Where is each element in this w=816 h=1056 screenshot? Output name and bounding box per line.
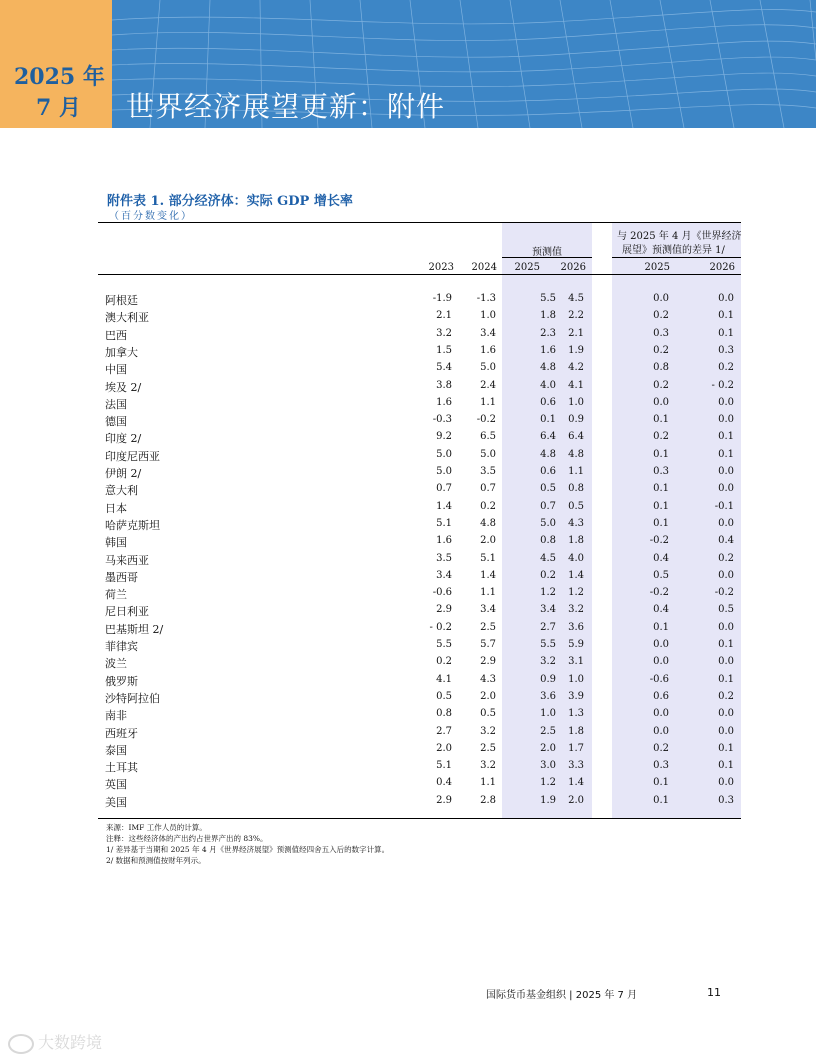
table-row <box>0 707 816 724</box>
value-cell: 0.8 <box>653 362 669 374</box>
table-notes <box>106 822 389 866</box>
table-row <box>0 413 816 430</box>
value-cell: 0.1 <box>653 621 669 633</box>
value-cell: 4.8 <box>568 448 584 460</box>
page-number: 11 <box>707 986 721 999</box>
value-cell: 1.1 <box>480 396 496 408</box>
value-cell: -0.6 <box>649 673 669 685</box>
table-row <box>0 292 816 309</box>
value-cell: -0.3 <box>432 414 452 426</box>
table-row <box>0 379 816 396</box>
date-month: 7 月 <box>36 95 81 121</box>
value-cell: 1.3 <box>568 708 584 720</box>
year-header: 2025 <box>514 262 540 273</box>
value-cell: 0.0 <box>718 725 734 737</box>
year-header: 2025 <box>644 262 670 273</box>
value-cell: 0.2 <box>718 690 734 702</box>
value-cell: 5.0 <box>540 517 556 529</box>
value-cell: 3.2 <box>540 656 556 668</box>
value-cell: 0.4 <box>653 604 669 616</box>
value-cell: 5.1 <box>436 760 452 772</box>
value-cell: 0.0 <box>653 656 669 668</box>
table-row <box>0 794 816 811</box>
value-cell: 0.5 <box>540 483 556 495</box>
value-cell: 0.6 <box>540 466 556 477</box>
value-cell: 0.1 <box>653 483 669 495</box>
value-cell: 5.1 <box>436 517 452 529</box>
value-cell: 1.0 <box>568 673 584 685</box>
table-bottom-rule <box>98 818 741 819</box>
value-cell: 0.1 <box>653 448 669 460</box>
value-cell: 0.3 <box>653 466 669 477</box>
country-name: 德国 <box>105 415 127 429</box>
value-cell: 0.0 <box>718 569 734 581</box>
value-cell: 1.0 <box>540 708 556 720</box>
value-cell: -0.2 <box>476 414 496 426</box>
table-row <box>0 344 816 361</box>
date-box <box>0 0 112 128</box>
value-cell: 1.1 <box>568 466 584 477</box>
value-cell: 0.0 <box>718 708 734 720</box>
table-row <box>0 448 816 465</box>
value-cell: 2.0 <box>436 742 452 754</box>
value-cell: 0.7 <box>436 483 452 495</box>
value-cell: 0.4 <box>653 552 669 564</box>
value-cell: -0.2 <box>649 535 669 547</box>
value-cell: 2.8 <box>480 794 496 806</box>
value-cell: 1.2 <box>540 777 556 789</box>
value-cell: 5.1 <box>480 552 496 564</box>
table-row <box>0 742 816 759</box>
table-row <box>0 638 816 655</box>
value-cell: 1.6 <box>480 344 496 356</box>
value-cell: 1.6 <box>540 344 556 356</box>
value-cell: 2.5 <box>480 742 496 754</box>
value-cell: 3.2 <box>480 760 496 772</box>
table-row <box>0 586 816 603</box>
value-cell: 3.6 <box>540 690 556 702</box>
country-name: 西班牙 <box>105 726 138 740</box>
value-cell: -1.3 <box>476 293 496 304</box>
date-year: 2025 年 <box>14 64 105 90</box>
value-cell: 0.5 <box>653 569 669 581</box>
country-name: 马来西亚 <box>105 553 149 567</box>
value-cell: 3.3 <box>568 760 584 772</box>
value-cell: 3.0 <box>540 760 556 772</box>
year-header: 2024 <box>471 262 497 273</box>
value-cell: 0.1 <box>718 673 734 685</box>
year-header: 2023 <box>428 262 454 273</box>
country-name: 日本 <box>105 501 127 515</box>
value-cell: 5.5 <box>540 639 556 650</box>
table-row <box>0 603 816 620</box>
value-cell: 1.6 <box>436 535 452 547</box>
value-cell: 2.1 <box>436 310 452 322</box>
country-name: 墨西哥 <box>105 570 138 584</box>
table-row <box>0 655 816 672</box>
country-name: 埃及 2/ <box>105 380 142 394</box>
difference-header-line1: 与 2025 年 4 月《世界经济 <box>617 231 742 242</box>
value-cell: 1.9 <box>540 794 556 806</box>
note-line: 注释：这些经济体的产出约占世界产出的 83%。 <box>106 834 268 843</box>
value-cell: 0.0 <box>718 777 734 789</box>
value-cell: 1.8 <box>568 535 584 547</box>
value-cell: 4.8 <box>540 448 556 460</box>
forecast-header: 预测值 <box>532 247 562 258</box>
value-cell: 0.6 <box>653 690 669 702</box>
watermark-logo-icon <box>8 1034 34 1054</box>
value-cell: 0.2 <box>653 742 669 754</box>
country-name: 伊朗 2/ <box>105 467 142 480</box>
country-name: 巴基斯坦 2/ <box>105 622 164 636</box>
value-cell: 1.1 <box>480 777 496 789</box>
table-row <box>0 690 816 707</box>
table-row <box>0 725 816 742</box>
value-cell: 2.7 <box>436 725 452 737</box>
value-cell: 5.9 <box>568 639 584 650</box>
value-cell: 0.1 <box>718 310 734 322</box>
year-header: 2026 <box>709 262 735 273</box>
note-line: 来源：IMF 工作人员的计算。 <box>106 823 207 832</box>
value-cell: 0.1 <box>653 500 669 512</box>
value-cell: 4.0 <box>540 379 556 391</box>
value-cell: 0.1 <box>653 777 669 789</box>
value-cell: 3.8 <box>436 379 452 391</box>
value-cell: 1.8 <box>568 725 584 737</box>
value-cell: 3.6 <box>568 621 584 633</box>
table-row <box>0 430 816 447</box>
value-cell: 0.0 <box>653 396 669 408</box>
value-cell: 0.0 <box>718 293 734 304</box>
country-name: 土耳其 <box>105 761 138 775</box>
value-cell: 0.0 <box>718 656 734 668</box>
value-cell: 4.8 <box>480 517 496 529</box>
country-name: 尼日利亚 <box>105 605 149 619</box>
value-cell: 0.2 <box>480 500 496 512</box>
table-row <box>0 309 816 326</box>
value-cell: 0.5 <box>718 604 734 616</box>
table-subtitle: （百分数变化） <box>109 211 193 222</box>
value-cell: 1.2 <box>568 587 584 599</box>
table-row <box>0 673 816 690</box>
value-cell: 2.3 <box>540 327 556 339</box>
note-line: 2/ 数据和预测值按财年列示。 <box>106 856 206 865</box>
value-cell: 1.0 <box>568 396 584 408</box>
value-cell: 1.7 <box>568 742 584 754</box>
value-cell: -0.6 <box>432 587 452 599</box>
table-row <box>0 621 816 638</box>
value-cell: 3.5 <box>480 466 496 477</box>
value-cell: 2.0 <box>540 742 556 754</box>
value-cell: 3.4 <box>540 604 556 616</box>
value-cell: 1.8 <box>540 310 556 322</box>
country-name: 澳大利亚 <box>105 311 149 325</box>
country-name: 荷兰 <box>105 588 127 602</box>
country-name: 俄罗斯 <box>105 674 138 688</box>
value-cell: 3.9 <box>568 690 584 702</box>
value-cell: 3.4 <box>436 569 452 581</box>
value-cell: 0.0 <box>653 293 669 304</box>
value-cell: 5.4 <box>436 362 452 374</box>
value-cell: - 0.2 <box>711 379 734 391</box>
country-name: 美国 <box>105 795 127 809</box>
value-cell: 0.5 <box>568 500 584 512</box>
value-cell: 2.7 <box>540 621 556 633</box>
value-cell: 0.4 <box>718 535 734 547</box>
value-cell: 2.9 <box>436 604 452 616</box>
value-cell: 1.6 <box>436 396 452 408</box>
country-name: 印度 2/ <box>105 432 142 446</box>
footer-text: 国际货币基金组织 | 2025 年 7 月 <box>486 990 638 1001</box>
value-cell: 0.0 <box>718 466 734 477</box>
value-cell: 0.1 <box>653 517 669 529</box>
country-name: 阿根廷 <box>105 294 138 307</box>
table-title: 附件表 1. 部分经济体：实际 GDP 增长率 <box>107 194 353 209</box>
country-name: 韩国 <box>105 536 127 550</box>
value-cell: 0.2 <box>718 362 734 374</box>
difference-underline <box>612 257 741 258</box>
value-cell: 4.8 <box>540 362 556 374</box>
value-cell: 6.4 <box>540 431 556 443</box>
table-row <box>0 482 816 499</box>
value-cell: 0.0 <box>718 483 734 495</box>
country-name: 沙特阿拉伯 <box>105 691 160 705</box>
country-name: 菲律宾 <box>105 640 138 653</box>
value-cell: 3.4 <box>480 327 496 339</box>
value-cell: 4.0 <box>568 552 584 564</box>
country-name: 哈萨克斯坦 <box>105 518 160 532</box>
value-cell: 2.0 <box>480 690 496 702</box>
value-cell: 0.1 <box>653 414 669 426</box>
country-name: 加拿大 <box>105 345 138 359</box>
value-cell: 3.5 <box>436 552 452 564</box>
value-cell: 4.5 <box>540 552 556 564</box>
value-cell: 1.4 <box>568 777 584 789</box>
value-cell: 4.3 <box>480 673 496 685</box>
table-row <box>0 500 816 517</box>
value-cell: 0.0 <box>718 517 734 529</box>
table-row <box>0 552 816 569</box>
value-cell: 0.2 <box>436 656 452 668</box>
value-cell: 2.5 <box>540 725 556 737</box>
watermark <box>8 1030 102 1054</box>
value-cell: 4.1 <box>568 379 584 391</box>
value-cell: 5.0 <box>480 448 496 460</box>
value-cell: 0.1 <box>718 448 734 460</box>
value-cell: 0.2 <box>540 569 556 581</box>
country-name: 巴西 <box>105 328 127 342</box>
country-name: 南非 <box>105 709 127 723</box>
table-row <box>0 327 816 344</box>
value-cell: 1.4 <box>480 569 496 581</box>
header-bottom-rule <box>98 274 741 275</box>
value-cell: -0.2 <box>649 587 669 599</box>
value-cell: 2.2 <box>568 310 584 322</box>
value-cell: 0.1 <box>718 639 734 650</box>
table-row <box>0 361 816 378</box>
value-cell: 0.7 <box>540 500 556 512</box>
value-cell: 0.1 <box>718 760 734 772</box>
value-cell: 0.1 <box>718 742 734 754</box>
value-cell: 0.3 <box>718 344 734 356</box>
watermark-text: 大数跨境 <box>38 1033 103 1052</box>
value-cell: 4.5 <box>568 293 584 304</box>
value-cell: 2.9 <box>480 656 496 668</box>
value-cell: 1.5 <box>436 344 452 356</box>
value-cell: 5.7 <box>480 639 496 650</box>
value-cell: 0.5 <box>436 690 452 702</box>
table-row <box>0 776 816 793</box>
value-cell: 0.3 <box>718 794 734 806</box>
country-name: 中国 <box>105 363 127 377</box>
value-cell: -0.2 <box>714 587 734 599</box>
value-cell: 0.0 <box>653 708 669 720</box>
table-row <box>0 534 816 551</box>
table-row <box>0 517 816 534</box>
value-cell: 1.4 <box>436 500 452 512</box>
value-cell: 1.4 <box>568 569 584 581</box>
value-cell: 0.6 <box>540 396 556 408</box>
value-cell: 3.2 <box>568 604 584 616</box>
table-row <box>0 465 816 482</box>
value-cell: 4.3 <box>568 517 584 529</box>
value-cell: 3.2 <box>436 327 452 339</box>
table-top-rule <box>98 222 741 223</box>
country-name: 泰国 <box>105 743 127 757</box>
value-cell: 0.8 <box>540 535 556 547</box>
value-cell: 0.1 <box>718 431 734 443</box>
value-cell: 1.1 <box>480 587 496 599</box>
value-cell: 0.2 <box>653 379 669 391</box>
value-cell: 0.0 <box>653 725 669 737</box>
table-row <box>0 569 816 586</box>
value-cell: 0.7 <box>480 483 496 495</box>
value-cell: 0.3 <box>653 327 669 339</box>
value-cell: 4.2 <box>568 362 584 374</box>
value-cell: 4.1 <box>436 673 452 685</box>
value-cell: 0.8 <box>568 483 584 495</box>
difference-header-line2: 展望》预测值的差异 1/ <box>622 245 725 256</box>
value-cell: 0.8 <box>436 708 452 720</box>
value-cell: - 0.2 <box>429 621 452 633</box>
value-cell: 0.1 <box>718 327 734 339</box>
page-title: 世界经济展望更新：附件 <box>126 90 446 123</box>
country-name: 意大利 <box>105 484 138 498</box>
note-line: 1/ 差异基于当期和 2025 年 4 月《世界经济展望》预测值经四舍五入后的数字计算。 <box>106 845 390 854</box>
header-banner <box>0 0 816 128</box>
value-cell: 0.0 <box>653 639 669 650</box>
value-cell: 1.9 <box>568 344 584 356</box>
value-cell: 0.0 <box>718 621 734 633</box>
table-row <box>0 396 816 413</box>
value-cell: 0.9 <box>568 414 584 426</box>
value-cell: 9.2 <box>436 431 452 443</box>
value-cell: 0.2 <box>718 552 734 564</box>
value-cell: 6.5 <box>480 431 496 443</box>
country-name: 波兰 <box>105 657 127 671</box>
value-cell: 0.3 <box>653 760 669 772</box>
value-cell: 0.0 <box>718 414 734 426</box>
value-cell: 0.2 <box>653 344 669 356</box>
value-cell: 2.9 <box>436 794 452 806</box>
country-name: 印度尼西亚 <box>105 449 160 463</box>
value-cell: 2.4 <box>480 379 496 391</box>
value-cell: 3.4 <box>480 604 496 616</box>
value-cell: 1.0 <box>480 310 496 322</box>
value-cell: 2.5 <box>480 621 496 633</box>
value-cell: -1.9 <box>432 293 452 304</box>
value-cell: 0.2 <box>653 310 669 322</box>
value-cell: 0.9 <box>540 673 556 685</box>
value-cell: 2.0 <box>480 535 496 547</box>
value-cell: 3.2 <box>480 725 496 737</box>
value-cell: 0.1 <box>540 414 556 426</box>
value-cell: 5.5 <box>436 639 452 650</box>
value-cell: 5.0 <box>436 448 452 460</box>
value-cell: 0.5 <box>480 708 496 720</box>
value-cell: 6.4 <box>568 431 584 443</box>
value-cell: -0.1 <box>714 500 734 512</box>
value-cell: 5.0 <box>480 362 496 374</box>
value-cell: 5.5 <box>540 293 556 304</box>
value-cell: 1.2 <box>540 587 556 599</box>
value-cell: 0.4 <box>436 777 452 789</box>
value-cell: 5.0 <box>436 466 452 477</box>
value-cell: 0.2 <box>653 431 669 443</box>
value-cell: 2.0 <box>568 794 584 806</box>
country-name: 法国 <box>105 397 127 411</box>
year-header: 2026 <box>560 262 586 273</box>
table-row <box>0 759 816 776</box>
value-cell: 3.1 <box>568 656 584 668</box>
value-cell: 0.0 <box>718 396 734 408</box>
value-cell: 0.1 <box>653 794 669 806</box>
country-name: 英国 <box>105 778 127 792</box>
value-cell: 2.1 <box>568 327 584 339</box>
